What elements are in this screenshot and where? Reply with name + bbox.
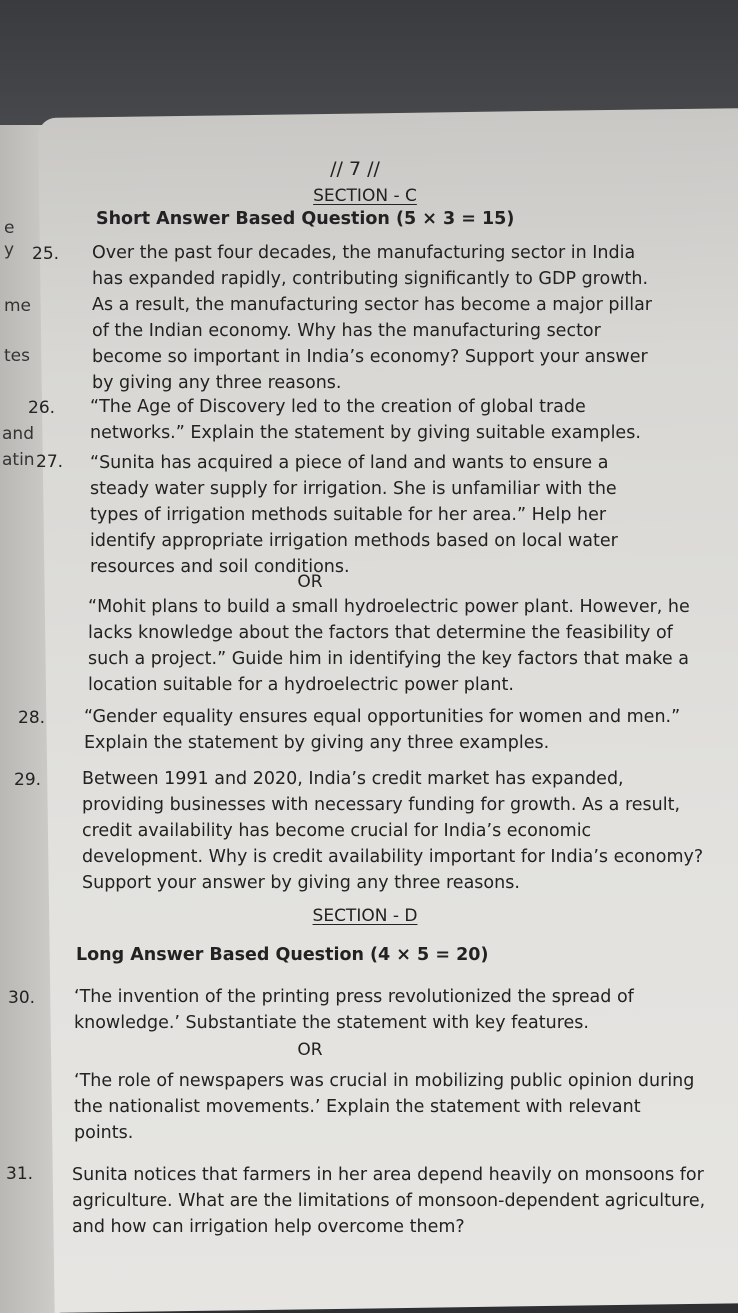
alternate-question-text: “Mohit plans to build a small hydroelectric power plant. However, he lacks knowledge about the factors that determine the feasibility of such a project.” Guide him in identifying the key factors that make a location suitable for a hydroelectric power plant. [88, 597, 690, 695]
section-c-title: SECTION - C [313, 186, 417, 206]
question-text: “The Age of Discovery led to the creation of global trade networks.” Explain the statement by giving suitable examples. [90, 397, 641, 443]
section-c-subtitle: Short Answer Based Question (5 × 3 = 15) [96, 209, 515, 229]
margin-fragment: me [4, 296, 32, 316]
question-number: 25. [32, 244, 60, 264]
question-number: 26. [28, 398, 56, 418]
question-number: 31. [6, 1164, 34, 1184]
section-d-title: SECTION - D [312, 906, 418, 926]
question-text: Over the past four decades, the manufacturing sector in India has expanded rapidly, contributing significantly to GDP growth. As a result, the manufacturing sector has become a major pillar of the Indian economy. Why has the manufacturing sector become so important in India’s economy? Support your answer by giving any three reasons. [92, 243, 652, 393]
page-number: // 7 // [330, 158, 380, 180]
alternate-question-text: ‘The role of newspapers was crucial in mobilizing public opinion during the nationalist movements.’ Explain the statement with relevant points. [74, 1071, 695, 1143]
margin-fragment: y [4, 240, 15, 260]
question-number: 27. [36, 452, 64, 472]
section-d-subtitle: Long Answer Based Question (4 × 5 = 20) [76, 945, 489, 965]
question-number: 29. [14, 770, 42, 790]
question-text: Sunita notices that farmers in her area depend heavily on monsoons for agriculture. What are the limitations of monsoon-dependent agriculture, and how can irrigation help overcome them? [72, 1165, 706, 1237]
question-number: 30. [8, 988, 36, 1008]
or-divider: OR [297, 1040, 323, 1060]
margin-fragment: e [4, 218, 15, 238]
question-number: 28. [18, 708, 46, 728]
question-text: ‘The invention of the printing press revolutionized the spread of knowledge.’ Substantiate the statement with key features. [74, 987, 634, 1033]
question-text: Between 1991 and 2020, India’s credit market has expanded, providing businesses with necessary funding for growth. As a result, credit availability has become crucial for India’s economic development. Why is credit availability important for India’s economy? Support your answer by giving any three reasons. [82, 769, 704, 893]
margin-fragment: atin [2, 450, 35, 470]
or-divider: OR [297, 572, 323, 592]
margin-fragment: tes [4, 346, 30, 366]
question-text: “Gender equality ensures equal opportunities for women and men.” Explain the statement by giving any three examples. [84, 707, 681, 753]
question-text: “Sunita has acquired a piece of land and wants to ensure a steady water supply for irrigation. She is unfamiliar with the types of irrigation methods suitable for her area.” Help her identify appropriate irrigation methods based on local water resources and soil conditions. [90, 453, 618, 577]
margin-fragment: and [2, 424, 34, 444]
